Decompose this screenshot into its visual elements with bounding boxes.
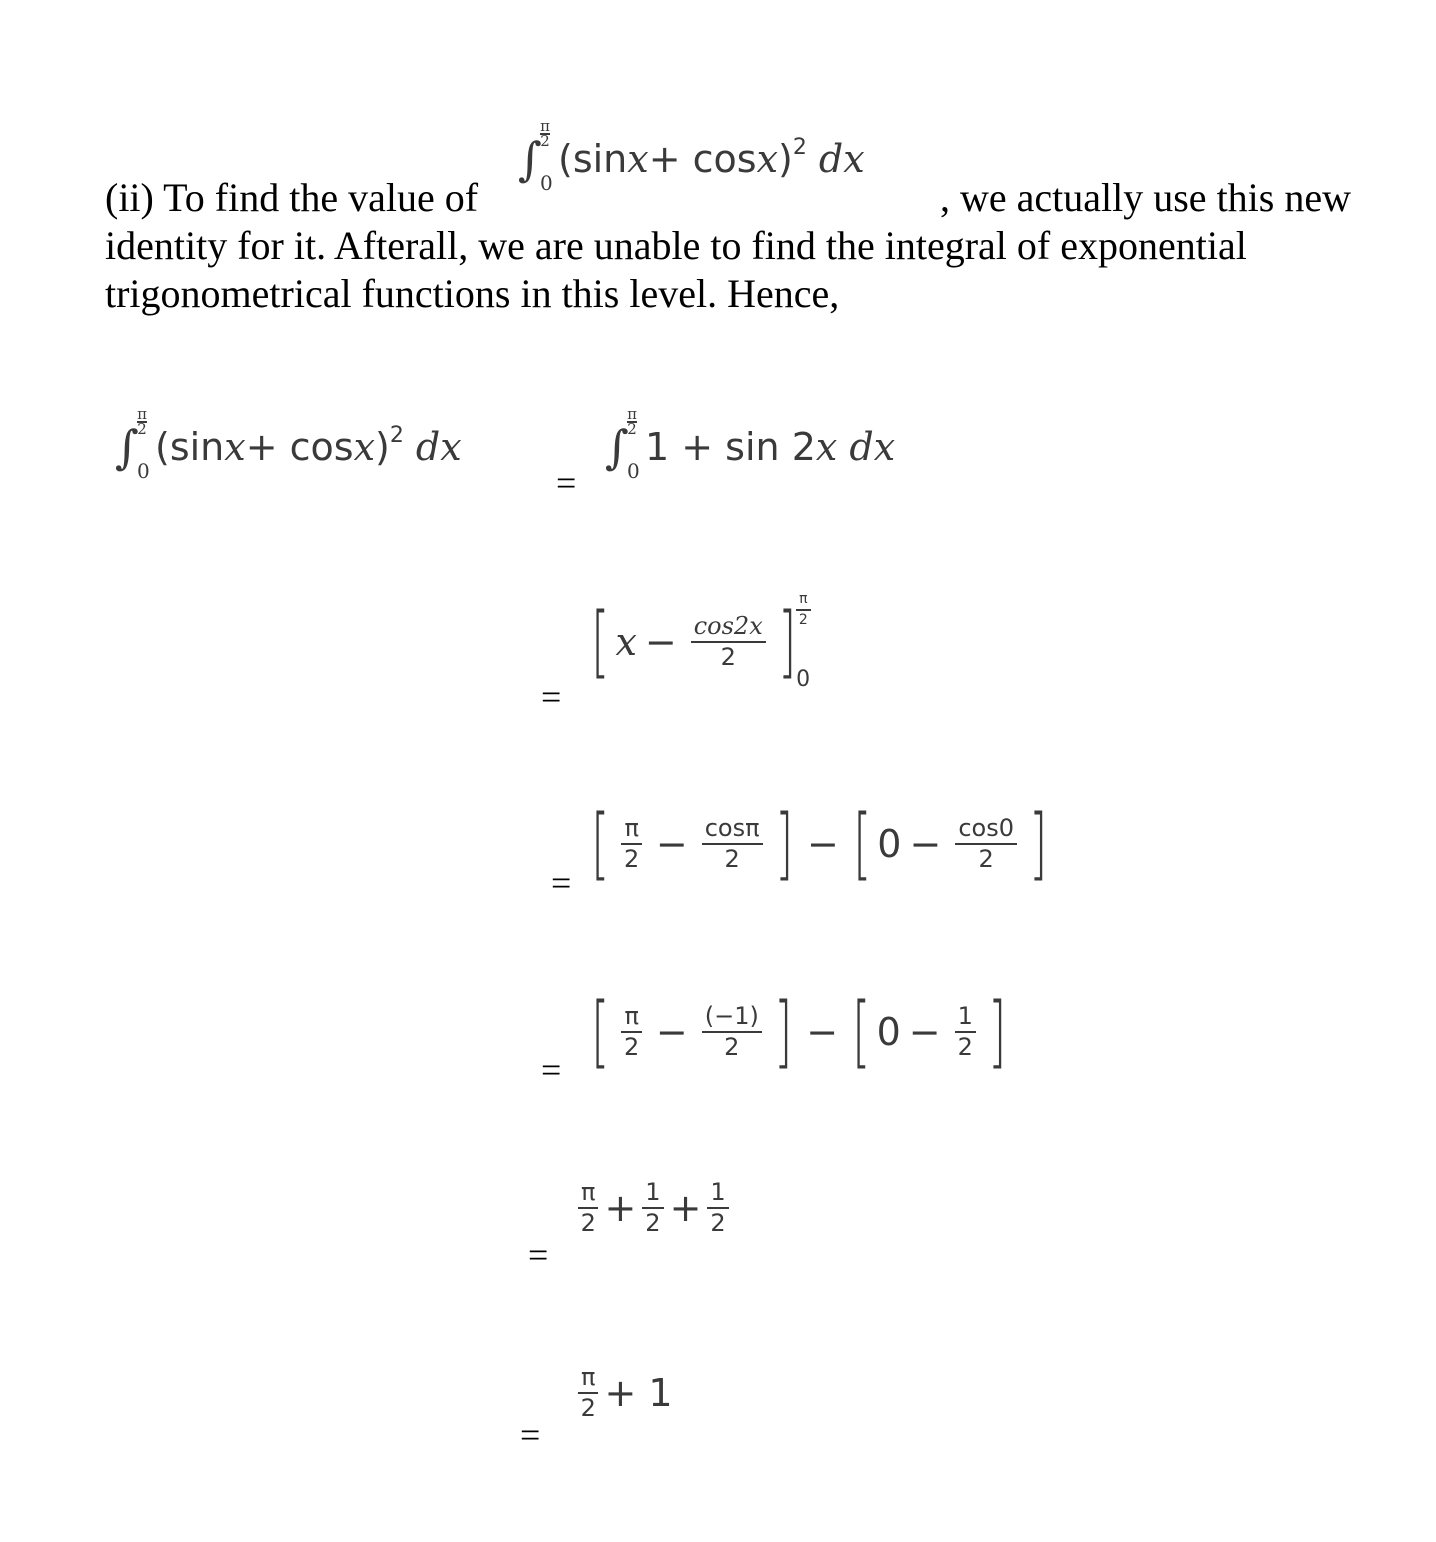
equals-sign: = bbox=[541, 1050, 562, 1090]
minus: − bbox=[908, 1010, 941, 1054]
left-bracket: [ bbox=[591, 799, 610, 889]
right-bracket: ] bbox=[777, 597, 797, 687]
left-bracket: [ bbox=[591, 987, 610, 1077]
var-x: x bbox=[353, 425, 375, 469]
exponent: 2 bbox=[792, 134, 807, 160]
right-bracket: ] bbox=[773, 987, 793, 1077]
fraction: $\frac{(-1)}{2}$ bbox=[702, 1004, 762, 1060]
fraction: $\frac{\pi}{2}$ bbox=[621, 1004, 641, 1060]
upper-limit: π 2 bbox=[137, 405, 147, 438]
left-bracket: [ bbox=[591, 597, 610, 687]
final-result bbox=[572, 1365, 673, 1421]
left-bracket: [ bbox=[852, 799, 872, 889]
text-line-3: trigonometrical functions in this level. Hence, bbox=[105, 271, 840, 316]
one: 1 bbox=[648, 1371, 673, 1416]
equals-sign: = bbox=[528, 1235, 549, 1275]
integral-sign: ∫ π 2 0 bbox=[518, 117, 553, 195]
integrand: 1 + sin 2 bbox=[645, 425, 816, 469]
minus: − bbox=[655, 822, 688, 866]
text-line-2: identity for it. Afterall, we are unable to find the integral of exponential bbox=[105, 223, 1247, 268]
sum-expression bbox=[572, 1180, 735, 1236]
antiderivative-bracket bbox=[585, 592, 811, 692]
plus: + bbox=[604, 1371, 637, 1416]
fraction: $\frac{1}{2}$ bbox=[707, 1180, 728, 1236]
text-line-1-start: (ii) To find the value of bbox=[105, 175, 479, 220]
lower-limit: 0 bbox=[137, 459, 150, 483]
upper-limit: π 2 bbox=[540, 117, 550, 150]
minus: − bbox=[655, 1010, 688, 1054]
var-x: x bbox=[615, 620, 637, 664]
fraction: $\frac{\cos 0}{2}$ bbox=[955, 816, 1017, 872]
sin-term: (sin bbox=[558, 137, 628, 181]
fraction: $\frac{\cos\pi}{2}$ bbox=[702, 816, 763, 872]
left-bracket: [ bbox=[852, 987, 871, 1077]
text-line-1-end: , we actually use this new bbox=[940, 175, 1351, 220]
integral-sign: ∫ π 2 0 bbox=[605, 405, 640, 483]
zero: 0 bbox=[876, 1010, 901, 1054]
var-x: x bbox=[627, 137, 649, 181]
dx: dx bbox=[849, 425, 896, 469]
fraction: $\frac{\pi}{2}$ bbox=[621, 816, 641, 872]
minus: − bbox=[644, 620, 677, 664]
cos-term: + cos bbox=[648, 137, 757, 181]
var-x: x bbox=[224, 425, 246, 469]
var-x: x bbox=[756, 137, 778, 181]
equals-sign: = bbox=[556, 463, 577, 503]
cos-term: + cos bbox=[245, 425, 354, 469]
substitution-expression bbox=[585, 799, 1053, 889]
dx: dx bbox=[415, 425, 462, 469]
fraction: $\frac{\pi}{2}$ bbox=[578, 1365, 598, 1421]
exponent: 2 bbox=[389, 422, 404, 448]
fraction: $\frac{\cos 2x}{2}$ bbox=[691, 614, 766, 670]
lower-limit: 0 bbox=[627, 459, 640, 483]
upper-limit: π 2 bbox=[627, 405, 637, 438]
equals-sign: = bbox=[551, 863, 572, 903]
fraction: $\frac{1}{2}$ bbox=[642, 1180, 663, 1236]
equals-sign: = bbox=[520, 1415, 541, 1455]
minus: − bbox=[909, 822, 942, 866]
plus: + bbox=[669, 1186, 702, 1231]
fraction: $\frac{\pi}{2}$ bbox=[578, 1180, 598, 1236]
dx: dx bbox=[818, 137, 865, 181]
var-x: x bbox=[815, 425, 838, 469]
right-bracket: ] bbox=[774, 799, 793, 889]
evaluated-expression bbox=[585, 987, 1012, 1077]
rparen: ) bbox=[375, 425, 390, 469]
lhs-integral bbox=[115, 405, 462, 483]
equals-sign: = bbox=[541, 677, 562, 717]
integral-sign: ∫ π 2 0 bbox=[115, 405, 150, 483]
zero: 0 bbox=[877, 822, 902, 866]
evaluation-limits: $\frac{\pi}{2}$ 0 bbox=[796, 591, 811, 692]
right-bracket: ] bbox=[987, 987, 1007, 1077]
right-bracket: ] bbox=[1029, 799, 1048, 889]
minus: − bbox=[806, 1010, 839, 1054]
lower-limit: 0 bbox=[540, 171, 553, 195]
rparen: ) bbox=[778, 137, 793, 181]
minus: − bbox=[807, 822, 839, 866]
rhs-integral bbox=[605, 405, 896, 483]
fraction: $\frac{1}{2}$ bbox=[955, 1004, 976, 1060]
inline-integral-formula bbox=[518, 117, 865, 195]
sin-term: (sin bbox=[155, 425, 225, 469]
plus: + bbox=[604, 1186, 637, 1231]
